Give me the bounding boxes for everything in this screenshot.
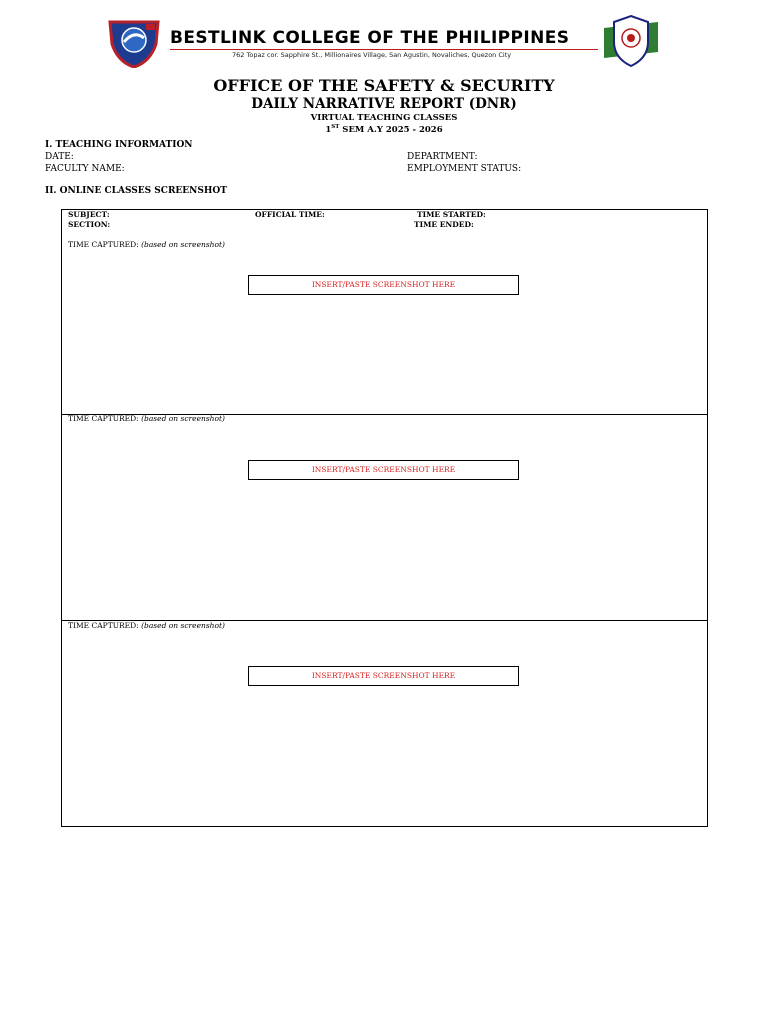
time-captured-label (68, 621, 225, 630)
report-subtitle: VIRTUAL TEACHING CLASSES (310, 113, 458, 123)
subject-field[interactable]: SUBJECT: (68, 210, 110, 219)
time-captured-note: (based on screenshot) (141, 621, 225, 630)
department-field[interactable]: DEPARTMENT: (407, 152, 478, 162)
time-started-field[interactable]: TIME STARTED: (417, 210, 486, 219)
official-time-field[interactable]: OFFICIAL TIME: (255, 210, 325, 219)
office-title: OFFICE OF THE SAFETY & SECURITY (213, 76, 555, 95)
time-captured-text: TIME CAPTURED: (68, 621, 139, 630)
college-address: 762 Topaz cor. Sapphire St., Millionaires Village, San Agustin, Novaliches, Quezon City (232, 51, 512, 59)
screenshot-placeholder[interactable]: INSERT/PASTE SCREENSHOT HERE (248, 666, 519, 686)
screenshot-placeholder[interactable]: INSERT/PASTE SCREENSHOT HERE (248, 275, 519, 295)
time-captured-text: TIME CAPTURED: (68, 240, 139, 249)
semester-number: 1 (325, 125, 332, 135)
header-rule (170, 49, 598, 50)
teaching-info-heading: I. TEACHING INFORMATION (45, 140, 193, 150)
college-name: BESTLINK COLLEGE OF THE PHILIPPINES (170, 28, 570, 48)
semester-line (0, 124, 768, 135)
report-title: DAILY NARRATIVE REPORT (DNR) (251, 96, 517, 112)
crest-shield-icon (598, 12, 664, 70)
screenshot-table (61, 209, 708, 827)
time-captured-text: TIME CAPTURED: (68, 414, 139, 423)
time-ended-field[interactable]: TIME ENDED: (414, 220, 474, 229)
time-captured-label (68, 414, 225, 423)
time-captured-note: (based on screenshot) (141, 240, 225, 249)
screenshot-placeholder[interactable]: INSERT/PASTE SCREENSHOT HERE (248, 460, 519, 480)
faculty-name-field[interactable]: FACULTY NAME: (45, 164, 125, 174)
college-seal-icon (106, 18, 162, 68)
section-field[interactable]: SECTION: (68, 220, 111, 229)
date-field[interactable]: DATE: (45, 152, 74, 162)
time-captured-label (68, 240, 225, 249)
semester-year: SEM A.Y 2025 - 2026 (339, 125, 443, 135)
time-captured-note: (based on screenshot) (141, 414, 225, 423)
employment-status-field[interactable]: EMPLOYMENT STATUS: (407, 164, 522, 174)
online-classes-heading: II. ONLINE CLASSES SCREENSHOT (45, 186, 227, 196)
semester-ordinal: ST (331, 124, 340, 130)
